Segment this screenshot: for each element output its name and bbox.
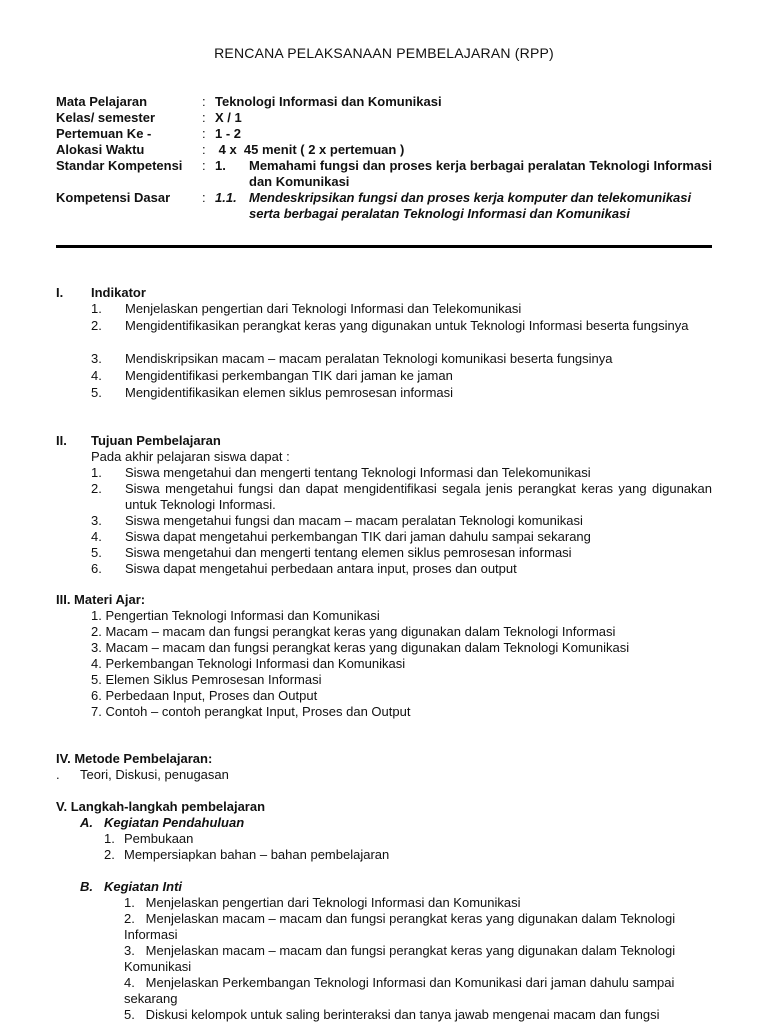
document-title: RENCANA PELAKSANAAN PEMBELAJARAN (RPP) (214, 45, 554, 61)
header-label: Standar Kompetensi (56, 158, 183, 173)
metode-text: Teori, Diskusi, penugasan (80, 767, 229, 782)
list-number: 3. (91, 351, 102, 366)
section-title-materi-ajar: III. Materi Ajar: (56, 592, 146, 607)
list-number: 6. (91, 561, 102, 576)
list-item: 3. Menjelaskan macam – macam dan fungsi perangkat keras yang digunakan dalam Teknologi Komunikasi (124, 943, 679, 974)
header-label: Mata Pelajaran (56, 94, 148, 109)
list-item (91, 465, 712, 481)
list-item: 1. Pengertian Teknologi Informasi dan Komunikasi (91, 608, 380, 623)
list-text: Siswa dapat mengetahui perkembangan TIK dari jaman dahulu sampai sekarang (125, 529, 591, 544)
section-title-langkah: V. Langkah-langkah pembelajaran (56, 799, 266, 814)
list-text: Mempersiapkan bahan – bahan pembelajaran (124, 847, 390, 862)
list-item (91, 561, 712, 577)
list-text: Mengidentifikasi perkembangan TIK dari jaman ke jaman (125, 368, 453, 383)
subsection-title-pendahuluan: Kegiatan Pendahuluan (104, 815, 245, 830)
list-text: Siswa mengetahui fungsi dan macam – macam peralatan Teknologi komunikasi (125, 513, 583, 528)
list-item (91, 545, 712, 561)
header-colon: : (202, 142, 206, 157)
list-text: Mengidentifikasikan perangkat keras yang digunakan untuk Teknologi Informasi beserta fungsinya (125, 318, 689, 333)
list-item (91, 301, 712, 317)
list-text: Siswa mengetahui dan mengerti tentang Teknologi Informasi dan Telekomunikasi (125, 465, 591, 480)
header-value: Teknologi Informasi dan Komunikasi (215, 94, 442, 109)
list-item (91, 513, 712, 529)
header-row-standar-kompetensi (56, 158, 716, 190)
section-intro: Pada akhir pelajaran siswa dapat : (91, 449, 290, 464)
list-number: 2. (91, 318, 102, 333)
list-item: 2. Menjelaskan macam – macam dan fungsi perangkat keras yang digunakan dalam Teknologi Informasi (124, 911, 679, 942)
list-item: 3. Macam – macam dan fungsi perangkat keras yang digunakan dalam Teknologi Komunikasi (91, 640, 630, 655)
list-text: Mendiskripsikan macam – macam peralatan Teknologi komunikasi beserta fungsinya (125, 351, 613, 366)
list-item (91, 529, 712, 545)
header-colon: : (202, 126, 206, 141)
list-number: 1. (91, 301, 102, 316)
header-label: Pertemuan Ke - (56, 126, 152, 141)
list-number: 2. (91, 481, 102, 496)
header-value: Mendeskripsikan fungsi dan proses kerja komputer dan telekomunikasi serta berbagai peralatan Teknologi Informasi dan Komunikasi (249, 190, 692, 221)
bullet-mark: . (56, 767, 60, 782)
header-value: 1 - 2 (215, 126, 242, 141)
list-text: Pembukaan (124, 831, 194, 846)
list-number: 4. (91, 529, 102, 544)
list-number: 2. (104, 847, 115, 862)
list-item: 7. Contoh – contoh perangkat Input, Proses dan Output (91, 704, 411, 719)
list-text: Siswa mengetahui fungsi dan dapat mengidentifikasi segala jenis perangkat keras yang digunakan untuk Teknologi Informasi. (125, 481, 712, 512)
section-title-tujuan: Tujuan Pembelajaran (91, 433, 221, 448)
header-label: Alokasi Waktu (56, 142, 145, 157)
list-item: 2. Macam – macam dan fungsi perangkat keras yang digunakan dalam Teknologi Informasi (91, 624, 616, 639)
list-item: 4. Menjelaskan Perkembangan Teknologi Informasi dan Komunikasi dari jaman dahulu sampai sekarang (124, 975, 679, 1006)
header-colon: : (202, 190, 206, 205)
list-item (91, 368, 712, 384)
list-item (91, 481, 712, 513)
list-item: 4. Perkembangan Teknologi Informasi dan Komunikasi (91, 656, 406, 671)
list-item (91, 385, 712, 401)
list-item: 1. Menjelaskan pengertian dari Teknologi Informasi dan Komunikasi (124, 895, 521, 910)
section-number: II. (56, 433, 67, 448)
list-text: Menjelaskan pengertian dari Teknologi Informasi dan Telekomunikasi (125, 301, 522, 316)
header-colon: : (202, 158, 206, 173)
list-item: 5. Elemen Siklus Pemrosesan Informasi (91, 672, 322, 687)
list-item: 6. Perbedaan Input, Proses dan Output (91, 688, 318, 703)
list-text: Siswa dapat mengetahui perbedaan antara input, proses dan output (125, 561, 517, 576)
header-number: 1. (215, 158, 226, 173)
list-item (104, 847, 712, 863)
section-title-metode: IV. Metode Pembelajaran: (56, 751, 213, 766)
list-number: 5. (91, 385, 102, 400)
header-divider (56, 245, 712, 248)
list-item (91, 351, 712, 367)
subsection-title-inti: Kegiatan Inti (104, 879, 183, 894)
header-label: Kompetensi Dasar (56, 190, 171, 205)
section-title-indikator: Indikator (91, 285, 146, 300)
list-number: 3. (91, 513, 102, 528)
header-value: 4 x 45 menit ( 2 x pertemuan ) (215, 142, 405, 157)
list-number: 1. (104, 831, 115, 846)
header-value: X / 1 (215, 110, 242, 125)
header-colon: : (202, 94, 206, 109)
header-label: Kelas/ semester (56, 110, 156, 125)
list-text: Siswa mengetahui dan mengerti tentang elemen siklus pemrosesan informasi (125, 545, 572, 560)
list-number: 1. (91, 465, 102, 480)
section-number: I. (56, 285, 64, 300)
header-number: 1.1. (215, 190, 237, 205)
subsection-letter: A. (80, 815, 93, 830)
list-item (91, 318, 712, 350)
list-item (104, 831, 712, 847)
list-text: Mengidentifikasikan elemen siklus pemrosesan informasi (125, 385, 454, 400)
list-number: 5. (91, 545, 102, 560)
header-row-kompetensi-dasar (56, 190, 716, 238)
list-number: 4. (91, 368, 102, 383)
list-item: 5. Diskusi kelompok untuk saling berinteraksi dan tanya jawab mengenai macam dan fungsi (124, 1007, 660, 1022)
subsection-letter: B. (80, 879, 93, 894)
header-colon: : (202, 110, 206, 125)
header-value: Memahami fungsi dan proses kerja berbagai peralatan Teknologi Informasi dan Komunikasi (249, 158, 712, 189)
